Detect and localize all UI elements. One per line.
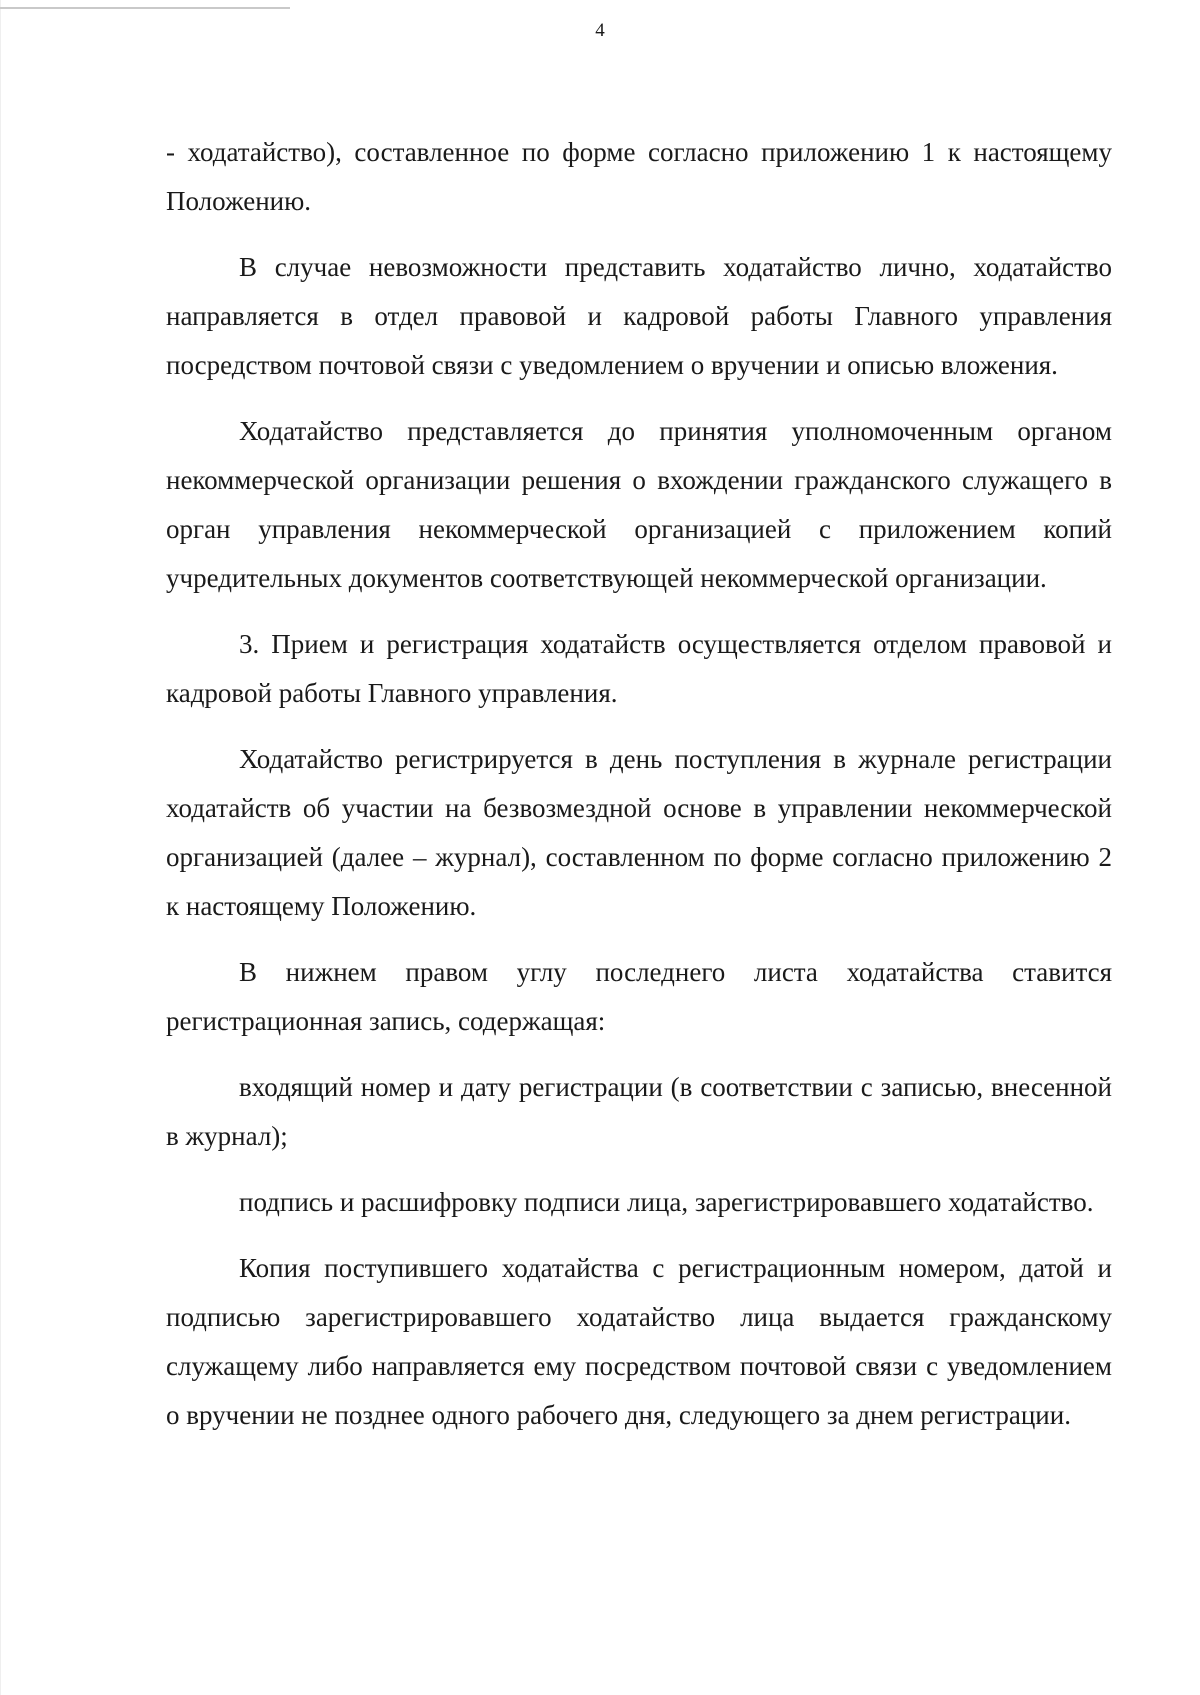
- top-edge-line: [0, 7, 290, 9]
- paragraph-registration-journal: Ходатайство регистрируется в день поступления в журнале регистрации ходатайств об участии на безвозмездной основе в управлении некоммерческой организацией (далее – журнал), составленном по форме согласно приложению 2 к настоящему Положению.: [166, 744, 1112, 921]
- list-item-signature: подпись и расшифровку подписи лица, зарегистрировавшего ходатайство.: [239, 1187, 1094, 1217]
- paragraph-copy-issuance: Копия поступившего ходатайства с регистрационным номером, датой и подписью зарегистрировавшего ходатайство лица выдается гражданскому служащему либо направляется ему посредством почтовой связи с уведомлением о вручении не позднее одного рабочего дня, следующего за днем регистрации.: [166, 1253, 1112, 1430]
- paragraph-mail-submission: В случае невозможности представить ходатайство лично, ходатайство направляется в отдел правовой и кадровой работы Главного управления посредством почтовой связи с уведомлением о вручении и описью вложения.: [166, 252, 1112, 380]
- list-item-incoming-number: входящий номер и дату регистрации (в соответствии с записью, внесенной в журнал);: [166, 1072, 1112, 1151]
- paragraph-registration-record: В нижнем правом углу последнего листа ходатайства ставится регистрационная запись, содержащая:: [166, 957, 1112, 1036]
- document-body: [166, 128, 1112, 1457]
- paragraph-continuation: - ходатайство), составленное по форме согласно приложению 1 к настоящему Положению.: [166, 137, 1112, 216]
- page-number: 4: [595, 20, 605, 41]
- paragraph-section-3: 3. Прием и регистрация ходатайств осуществляется отделом правовой и кадровой работы Главного управления.: [166, 629, 1112, 708]
- paragraph-submission-deadline: Ходатайство представляется до принятия уполномоченным органом некоммерческой организации решения о вхождении гражданского служащего в орган управления некоммерческой организацией с приложением копий учредительных документов соответствующей некоммерческой организации.: [166, 416, 1112, 593]
